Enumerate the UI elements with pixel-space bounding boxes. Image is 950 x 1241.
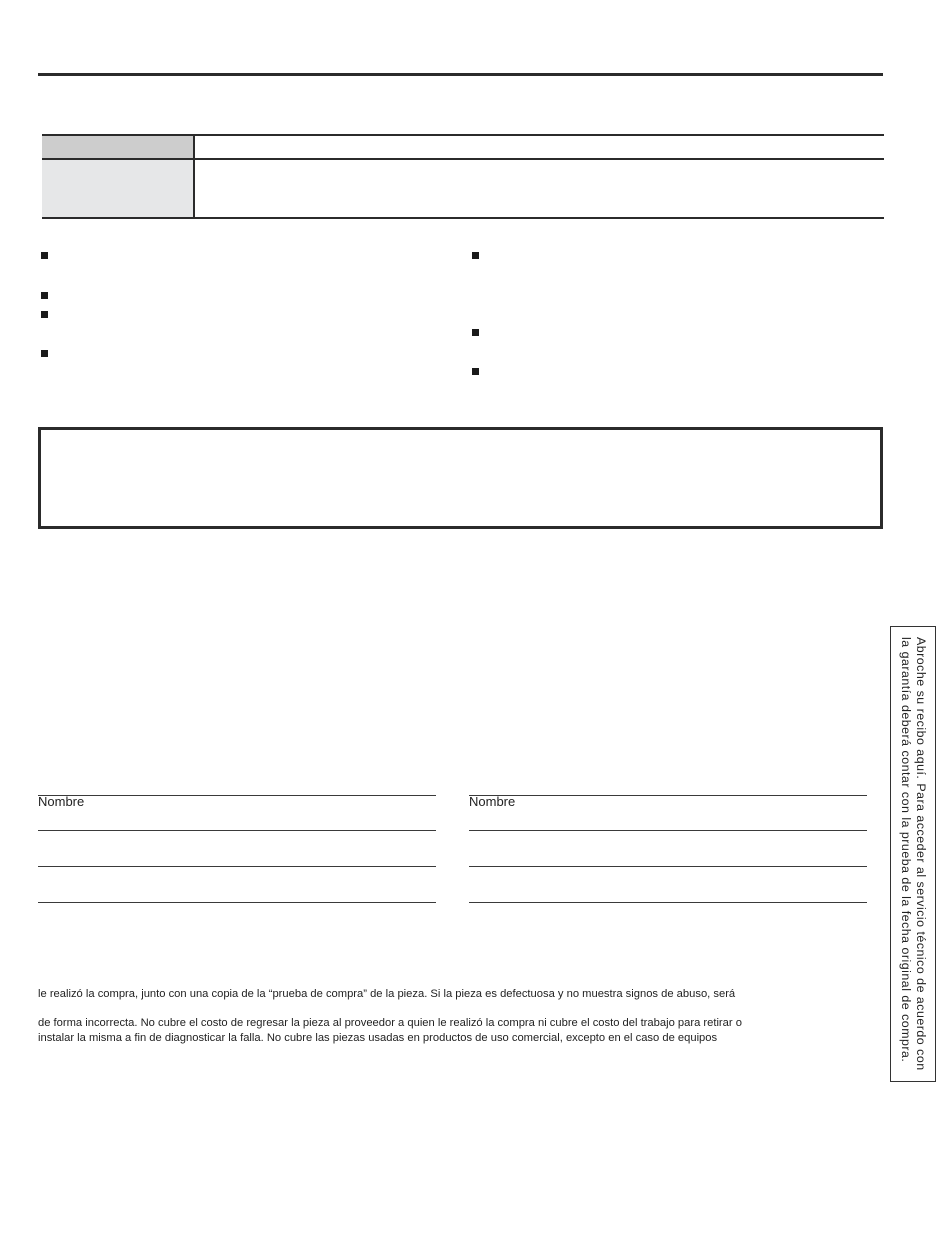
bullet-icon bbox=[41, 350, 48, 357]
address-field-line bbox=[469, 902, 867, 903]
bullet-icon bbox=[41, 252, 48, 259]
name-label: Nombre bbox=[469, 794, 516, 809]
header-rule bbox=[38, 73, 883, 76]
bullet-icon bbox=[41, 292, 48, 299]
bullet-icon bbox=[472, 252, 479, 259]
bullet-icon bbox=[472, 368, 479, 375]
address-field-line bbox=[38, 830, 436, 831]
name-field-line bbox=[38, 795, 436, 796]
receipt-staple-tab bbox=[890, 626, 936, 1082]
parts-warranty-text: le realizó la compra, junto con una copia de la “prueba de compra” de la pieza. Si la pieza es defectuosa y no muestra signos de abuso, será bbox=[38, 988, 736, 1000]
warranty-table bbox=[42, 134, 884, 218]
parts-warranty-text: de forma incorrecta. No cubre el costo de regresar la pieza al proveedor a quien le realizó la compra ni cubre el costo del trabajo para retirar o bbox=[38, 1017, 742, 1029]
notice-box bbox=[38, 427, 883, 529]
name-field-line bbox=[469, 795, 867, 796]
bullet-icon bbox=[41, 311, 48, 318]
address-field-line bbox=[469, 830, 867, 831]
table-header-cell bbox=[42, 136, 193, 158]
receipt-tab-text: Abroche su recibo aquí. Para acceder al servicio técnico de acuerdo con la garantía deberá contar con la prueba de la fecha original de compra. bbox=[899, 637, 928, 1071]
address-field-line bbox=[38, 902, 436, 903]
parts-warranty-text: instalar la misma a fin de diagnosticar la falla. No cubre las piezas usadas en productos de uso comercial, excepto en el caso de equipos bbox=[38, 1032, 718, 1044]
table-column-divider bbox=[193, 134, 195, 218]
table-body-cell bbox=[42, 160, 193, 217]
bullet-icon bbox=[472, 329, 479, 336]
table-bottom-rule bbox=[42, 217, 884, 219]
name-label: Nombre bbox=[38, 794, 85, 809]
address-field-line bbox=[469, 866, 867, 867]
address-field-line bbox=[38, 866, 436, 867]
